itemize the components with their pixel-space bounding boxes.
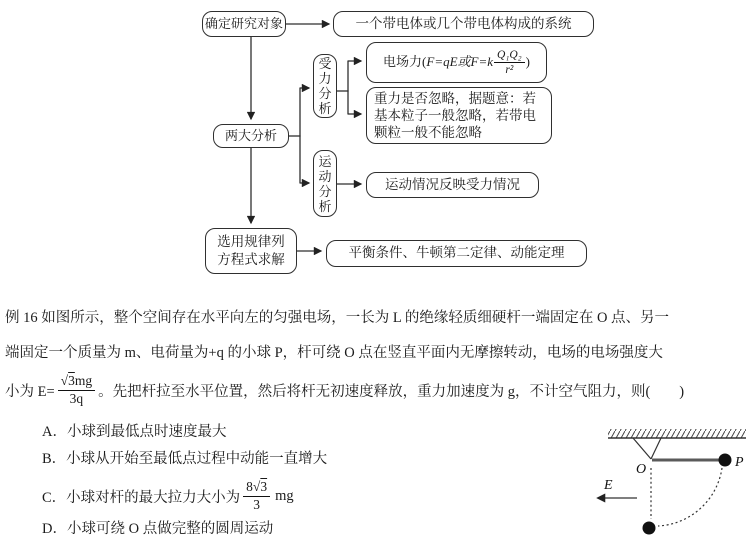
option-b: B．小球从开始至最低点过程中动能一直增大 [42, 451, 328, 467]
field-force-close-paren: ) [525, 54, 530, 70]
option-c [42, 475, 294, 517]
select-law-line1: 选用规律列 [217, 234, 285, 249]
flow-node-force-analysis [313, 54, 337, 118]
problem-line-3 [5, 367, 684, 413]
flow-node-two-analyses [213, 124, 289, 148]
field-force-formula [383, 49, 530, 76]
flow-node-system-label: 一个带电体或几个带电体构成的系统 [355, 15, 572, 31]
radicand: 3 [260, 479, 268, 495]
flow-node-gravity-note [366, 87, 552, 144]
radicand: 3 [68, 373, 75, 389]
flow-node-conditions [326, 240, 587, 267]
option-c-denominator: 3 [253, 496, 260, 512]
flow-node-select-law-label [217, 233, 285, 269]
flow-node-conditions-label: 平衡条件、牛顿第二定律、动能定理 [348, 245, 565, 261]
option-c-suffix: mg [275, 487, 294, 504]
field-force-label: 电场力( [383, 54, 427, 70]
flow-node-two-analyses-label: 两大分析 [224, 127, 277, 143]
problem-line-1: 例 16 如图所示，整个空间存在水平向左的匀强电场，一长为 L 的绝缘轻质细硬杆一端固定在 O 点、另一 [5, 310, 670, 326]
coulomb-fraction [494, 49, 525, 76]
flow-node-motion-result-label: 运动情况反映受力情况 [385, 176, 520, 192]
flow-node-force-analysis-label: 受力分析 [318, 56, 332, 116]
problem-line-3-suffix: 。先把杆拉至水平位置，然后将杆无初速度释放，重力加速度为 g，不计空气阻力，则( ) [98, 383, 685, 400]
field-strength-denominator: 3q [69, 390, 84, 406]
numerator-rest: mg [74, 373, 93, 389]
option-d: D．小球可绕 O 点做完整的圆周运动 [42, 521, 274, 537]
problem-line-2: 端固定一个质量为 m、电荷量为+q 的小球 P，杆可绕 O 点在竖直平面内无摩擦转动，电场的电场强度大 [5, 345, 663, 361]
radical-sign: √ [60, 373, 69, 389]
ball-lowest-point [643, 522, 656, 535]
ceiling-hatch [608, 429, 746, 438]
field-force-equation: F=qE或F=k [426, 54, 494, 70]
swing-arc-dotted [658, 468, 722, 526]
option-c-prefix: C．小球对杆的最大拉力大小为 [42, 489, 241, 506]
pivot-bracket-left [633, 438, 651, 459]
flow-node-research [202, 11, 286, 37]
ball-p [719, 454, 732, 467]
radical-sign: √ [252, 479, 261, 495]
problem-line-3-prefix: 小为 E= [5, 383, 55, 400]
coefficient: 8 [246, 479, 253, 495]
option-c-numerator [243, 480, 270, 496]
coulomb-fraction-denominator: r² [505, 64, 514, 76]
flow-node-motion-analysis [313, 150, 337, 217]
flow-node-research-label: 确定研究对象 [204, 15, 283, 31]
field-strength-fraction [58, 374, 95, 405]
ball-label: P [735, 455, 744, 470]
problem-figure [580, 422, 754, 545]
flow-node-motion-result [366, 172, 539, 198]
field-strength-numerator [58, 374, 95, 390]
flow-node-field-force [366, 42, 547, 83]
flow-node-gravity-note-label: 重力是否忽略，据题意：若基本粒子一般忽略，若带电颗粒一般不能忽略 [374, 91, 536, 140]
option-c-fraction [243, 480, 270, 511]
flow-node-motion-analysis-label: 运动分析 [318, 153, 332, 214]
field-label: E [604, 478, 613, 493]
flow-node-system [333, 11, 594, 37]
pivot-bracket-right [651, 438, 661, 459]
option-a: A．小球到最低点时速度最大 [42, 424, 227, 440]
coulomb-fraction-numerator: Q₁Q₂ [494, 49, 525, 63]
select-law-line2: 方程式求解 [217, 252, 285, 267]
flow-node-select-law [205, 228, 297, 274]
pivot-label: O [636, 462, 647, 477]
